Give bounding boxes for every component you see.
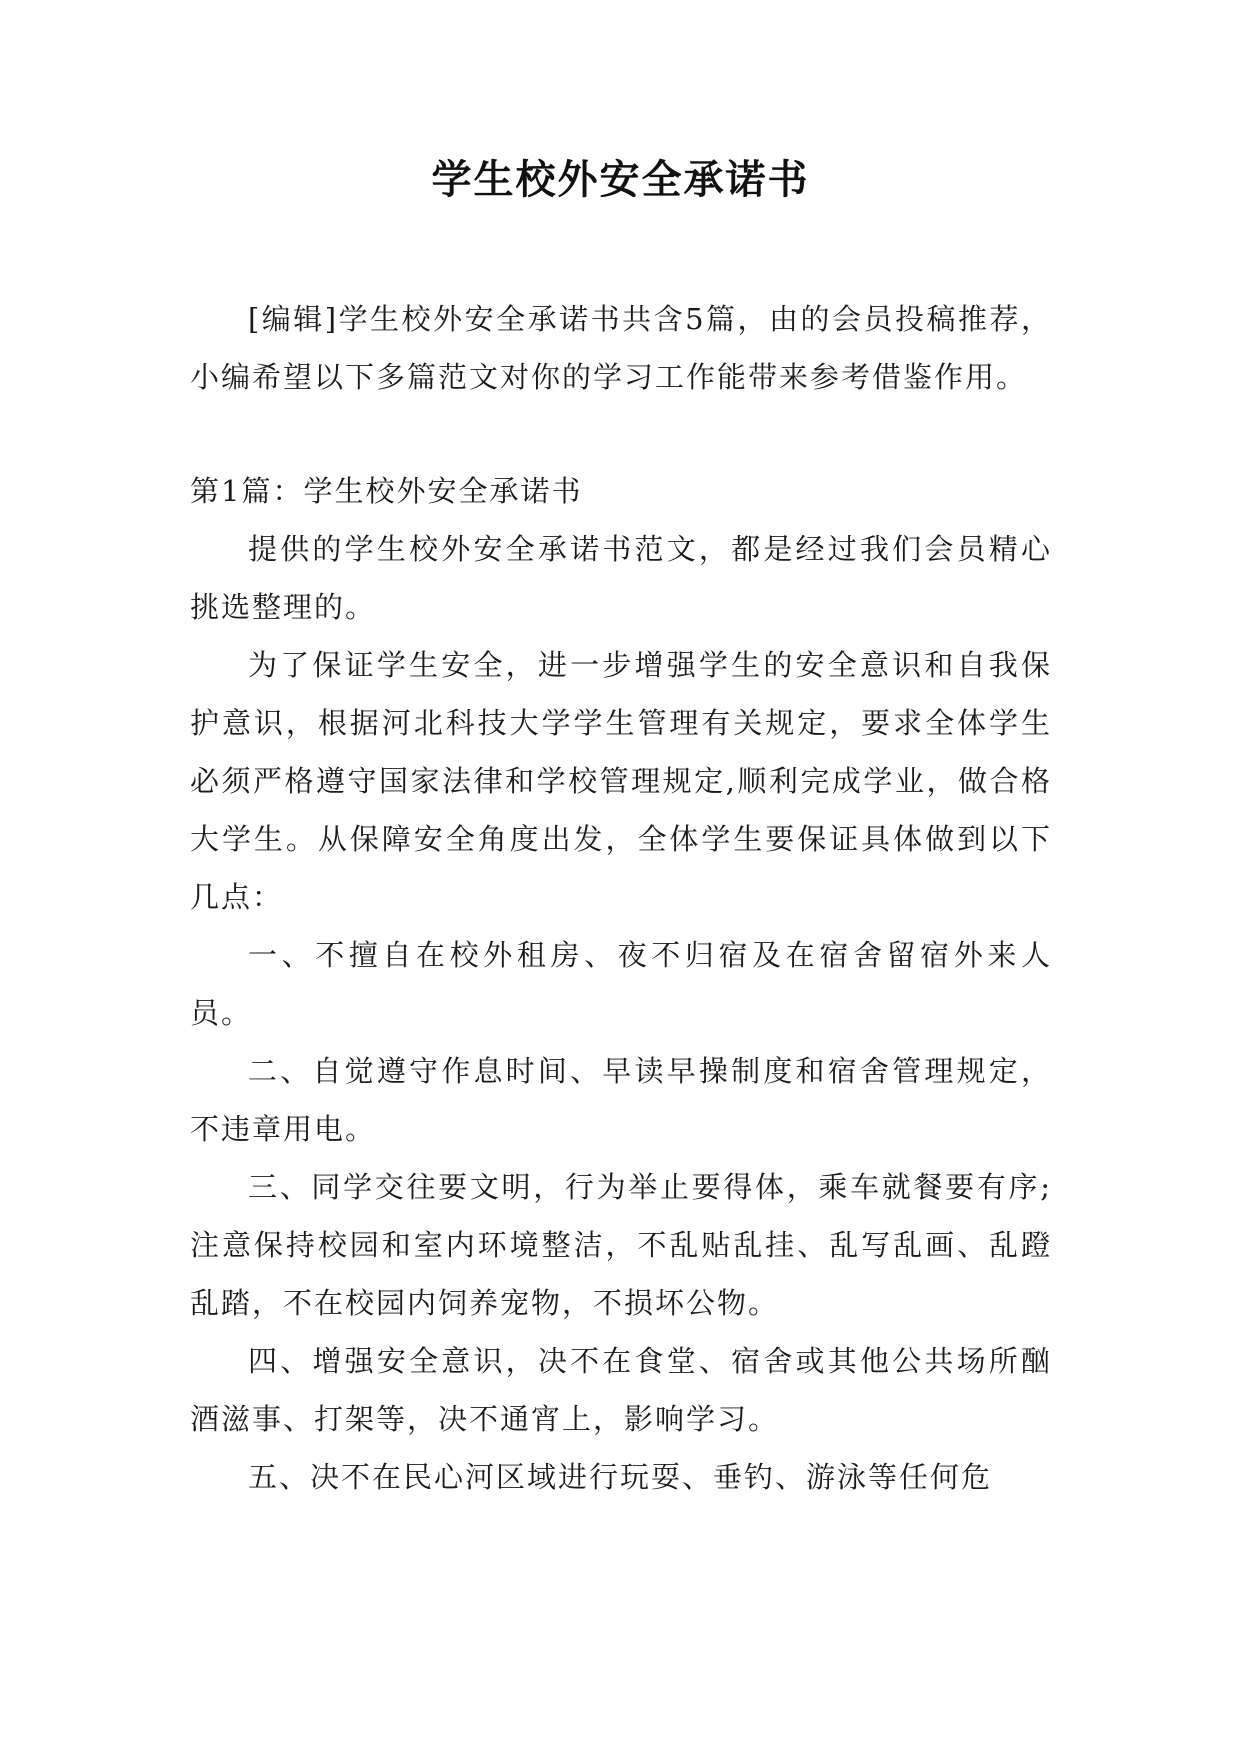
body-paragraph: 四、增强安全意识，决不在食堂、宿舍或其他公共场所酗酒滋事、打架等，决不通宵上，影响学习。 bbox=[190, 1344, 1052, 1436]
body-paragraph: 提供的学生校外安全承诺书范文，都是经过我们会员精心挑选整理的。 bbox=[190, 532, 1052, 624]
document-title: 学生校外安全承诺书 bbox=[431, 157, 810, 203]
body-paragraph: 一、不擅自在校外租房、夜不归宿及在宿舍留宿外来人员。 bbox=[190, 938, 1052, 1030]
document-body bbox=[190, 290, 1052, 1506]
body-paragraph: 三、同学交往要文明，行为举止要得体，乘车就餐要有序;注意保持校园和室内环境整洁，不乱贴乱挂、乱写乱画、乱蹬乱踏，不在校园内饲养宠物，不损坏公物。 bbox=[190, 1170, 1052, 1320]
body-paragraph: 五、决不在民心河区域进行玩耍、垂钓、游泳等任何危 bbox=[248, 1460, 993, 1494]
section-heading: 第1篇：学生校外安全承诺书 bbox=[190, 474, 583, 508]
body-paragraph: 为了保证学生安全，进一步增强学生的安全意识和自我保护意识，根据河北科技大学学生管理有关规定，要求全体学生必须严格遵守国家法律和学校管理规定,顺利完成学业，做合格大学生。从保障安全角度出发，全体学生要保证具体做到以下几点： bbox=[190, 648, 1052, 914]
body-paragraph: 二、自觉遵守作息时间、早读早操制度和宿舍管理规定，不违章用电。 bbox=[190, 1054, 1052, 1146]
intro-paragraph: [编辑]学生校外安全承诺书共含5篇，由的会员投稿推荐，小编希望以下多篇范文对你的学习工作能带来参考借鉴作用。 bbox=[190, 302, 1052, 394]
